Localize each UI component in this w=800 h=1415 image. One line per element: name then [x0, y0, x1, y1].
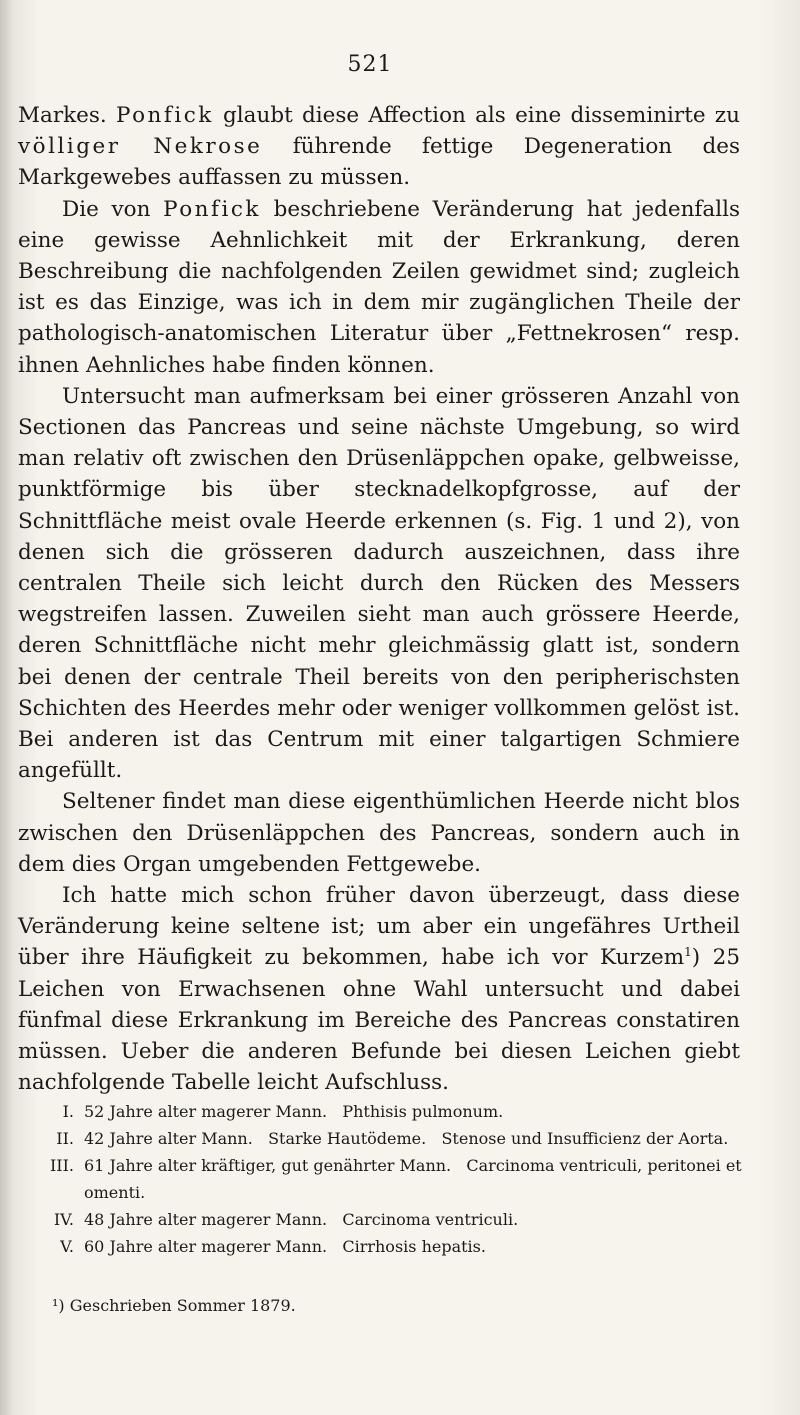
case-entry [30, 1125, 752, 1152]
body-text [18, 100, 740, 1099]
case-entry [30, 1098, 752, 1125]
case-list [30, 1098, 752, 1260]
case-description: 42 Jahre alter Mann. Starke Hautödeme. Stenose und Insufficienz der Aorta. [84, 1129, 729, 1148]
case-number: III. [49, 1156, 74, 1175]
page-number: 521 [347, 52, 393, 77]
case-entry [30, 1233, 752, 1260]
paragraph [18, 880, 740, 1098]
text-segment: ) 25 Leichen von Erwachsenen ohne Wahl untersucht und dabei fünfmal diese Erkrankung im Bereiche des Pancreas constatiren müssen. Ueber die anderen Befunde bei diesen Leichen giebt nachfolgende Tabelle leicht Aufschluss. [18, 945, 740, 1096]
case-number: I. [62, 1102, 74, 1121]
paragraph [18, 786, 740, 880]
case-description: 52 Jahre alter magerer Mann. Phthisis pulmonum. [84, 1102, 504, 1121]
case-description: 48 Jahre alter magerer Mann. Carcinoma ventriculi. [84, 1210, 519, 1229]
footnote-text: Geschrieben Sommer 1879. [64, 1296, 296, 1315]
case-number: IV. [53, 1210, 74, 1229]
footnote [52, 1293, 296, 1319]
footnote-marker: ¹) [52, 1296, 65, 1315]
case-entry [30, 1152, 752, 1206]
text-segment: Ich hatte mich schon früher davon überzeugt, dass diese Veränderung keine seltene ist; um aber ein ungefähres Urtheil über ihre Häufigkeit zu bekommen, habe ich vor Kurzem [18, 883, 740, 971]
case-description: 61 Jahre alter kräftiger, gut genährter Mann. Carcinoma ventriculi, peritonei et omenti. [84, 1156, 747, 1202]
case-description: 60 Jahre alter magerer Mann. Cirrhosis hepatis. [84, 1237, 486, 1256]
paragraph [18, 194, 740, 381]
text-segment: Markes. [18, 103, 116, 128]
footnote-reference: 1 [684, 945, 692, 960]
text-segment: beschriebene Veränderung hat jedenfalls eine gewisse Aehnlichkeit mit der Erkrankung, deren Beschreibung die nachfolgenden Zeilen gewidmet sind; zugleich ist es das Einzige, was ich in dem mir zugänglichen Theile der pathologisch-anatomischen Literatur über „Fettnekrosen“ resp. ihnen Aehnliches habe finden können. [18, 196, 740, 378]
emphasized-name: Ponfick [163, 196, 261, 222]
text-segment: Die von [62, 196, 164, 222]
case-entry [30, 1206, 752, 1233]
case-number: II. [56, 1129, 74, 1148]
text-segment: Untersucht man aufmerksam bei einer grösseren Anzahl von Sectionen das Pancreas und seine nächste Umgebung, so wird man relativ oft zwischen den Drüsenläppchen opake, gelbweisse, punktförmige bis über stecknadelkopfgrosse, auf der Schnittfläche meist ovale Heerde erkennen (s. Fig. 1 und 2), von denen sich die grösseren dadurch auszeichnen, dass ihre centralen Theile sich leicht durch den Rücken des Messers wegstreifen lassen. Zuweilen sieht man auch grössere Heerde, deren Schnittfläche nicht mehr gleichmässig glatt ist, sondern bei denen der centrale Theil bereits von den peripherischsten Schichten des Heerdes mehr oder weniger vollkommen gelöst ist. Bei anderen ist das Centrum mit einer talgartigen Schmiere angefüllt. [18, 383, 740, 784]
emphasized-name: Ponfick [115, 103, 214, 128]
text-segment: Seltener findet man diese eigenthümlichen Heerde nicht blos zwischen den Drüsenläppchen des Pancreas, sondern auch in dem dies Organ umgebenden Fettgewebe. [18, 789, 740, 877]
paragraph [18, 381, 740, 787]
case-number: V. [60, 1237, 74, 1256]
text-segment: führende fettige Degeneration des Markgewebes auffassen zu müssen. [18, 134, 740, 191]
emphasized-name: völliger Nekrose [18, 134, 263, 160]
text-segment: glaubt diese Affection als eine disseminirte zu [213, 103, 740, 128]
paragraph [18, 100, 740, 194]
